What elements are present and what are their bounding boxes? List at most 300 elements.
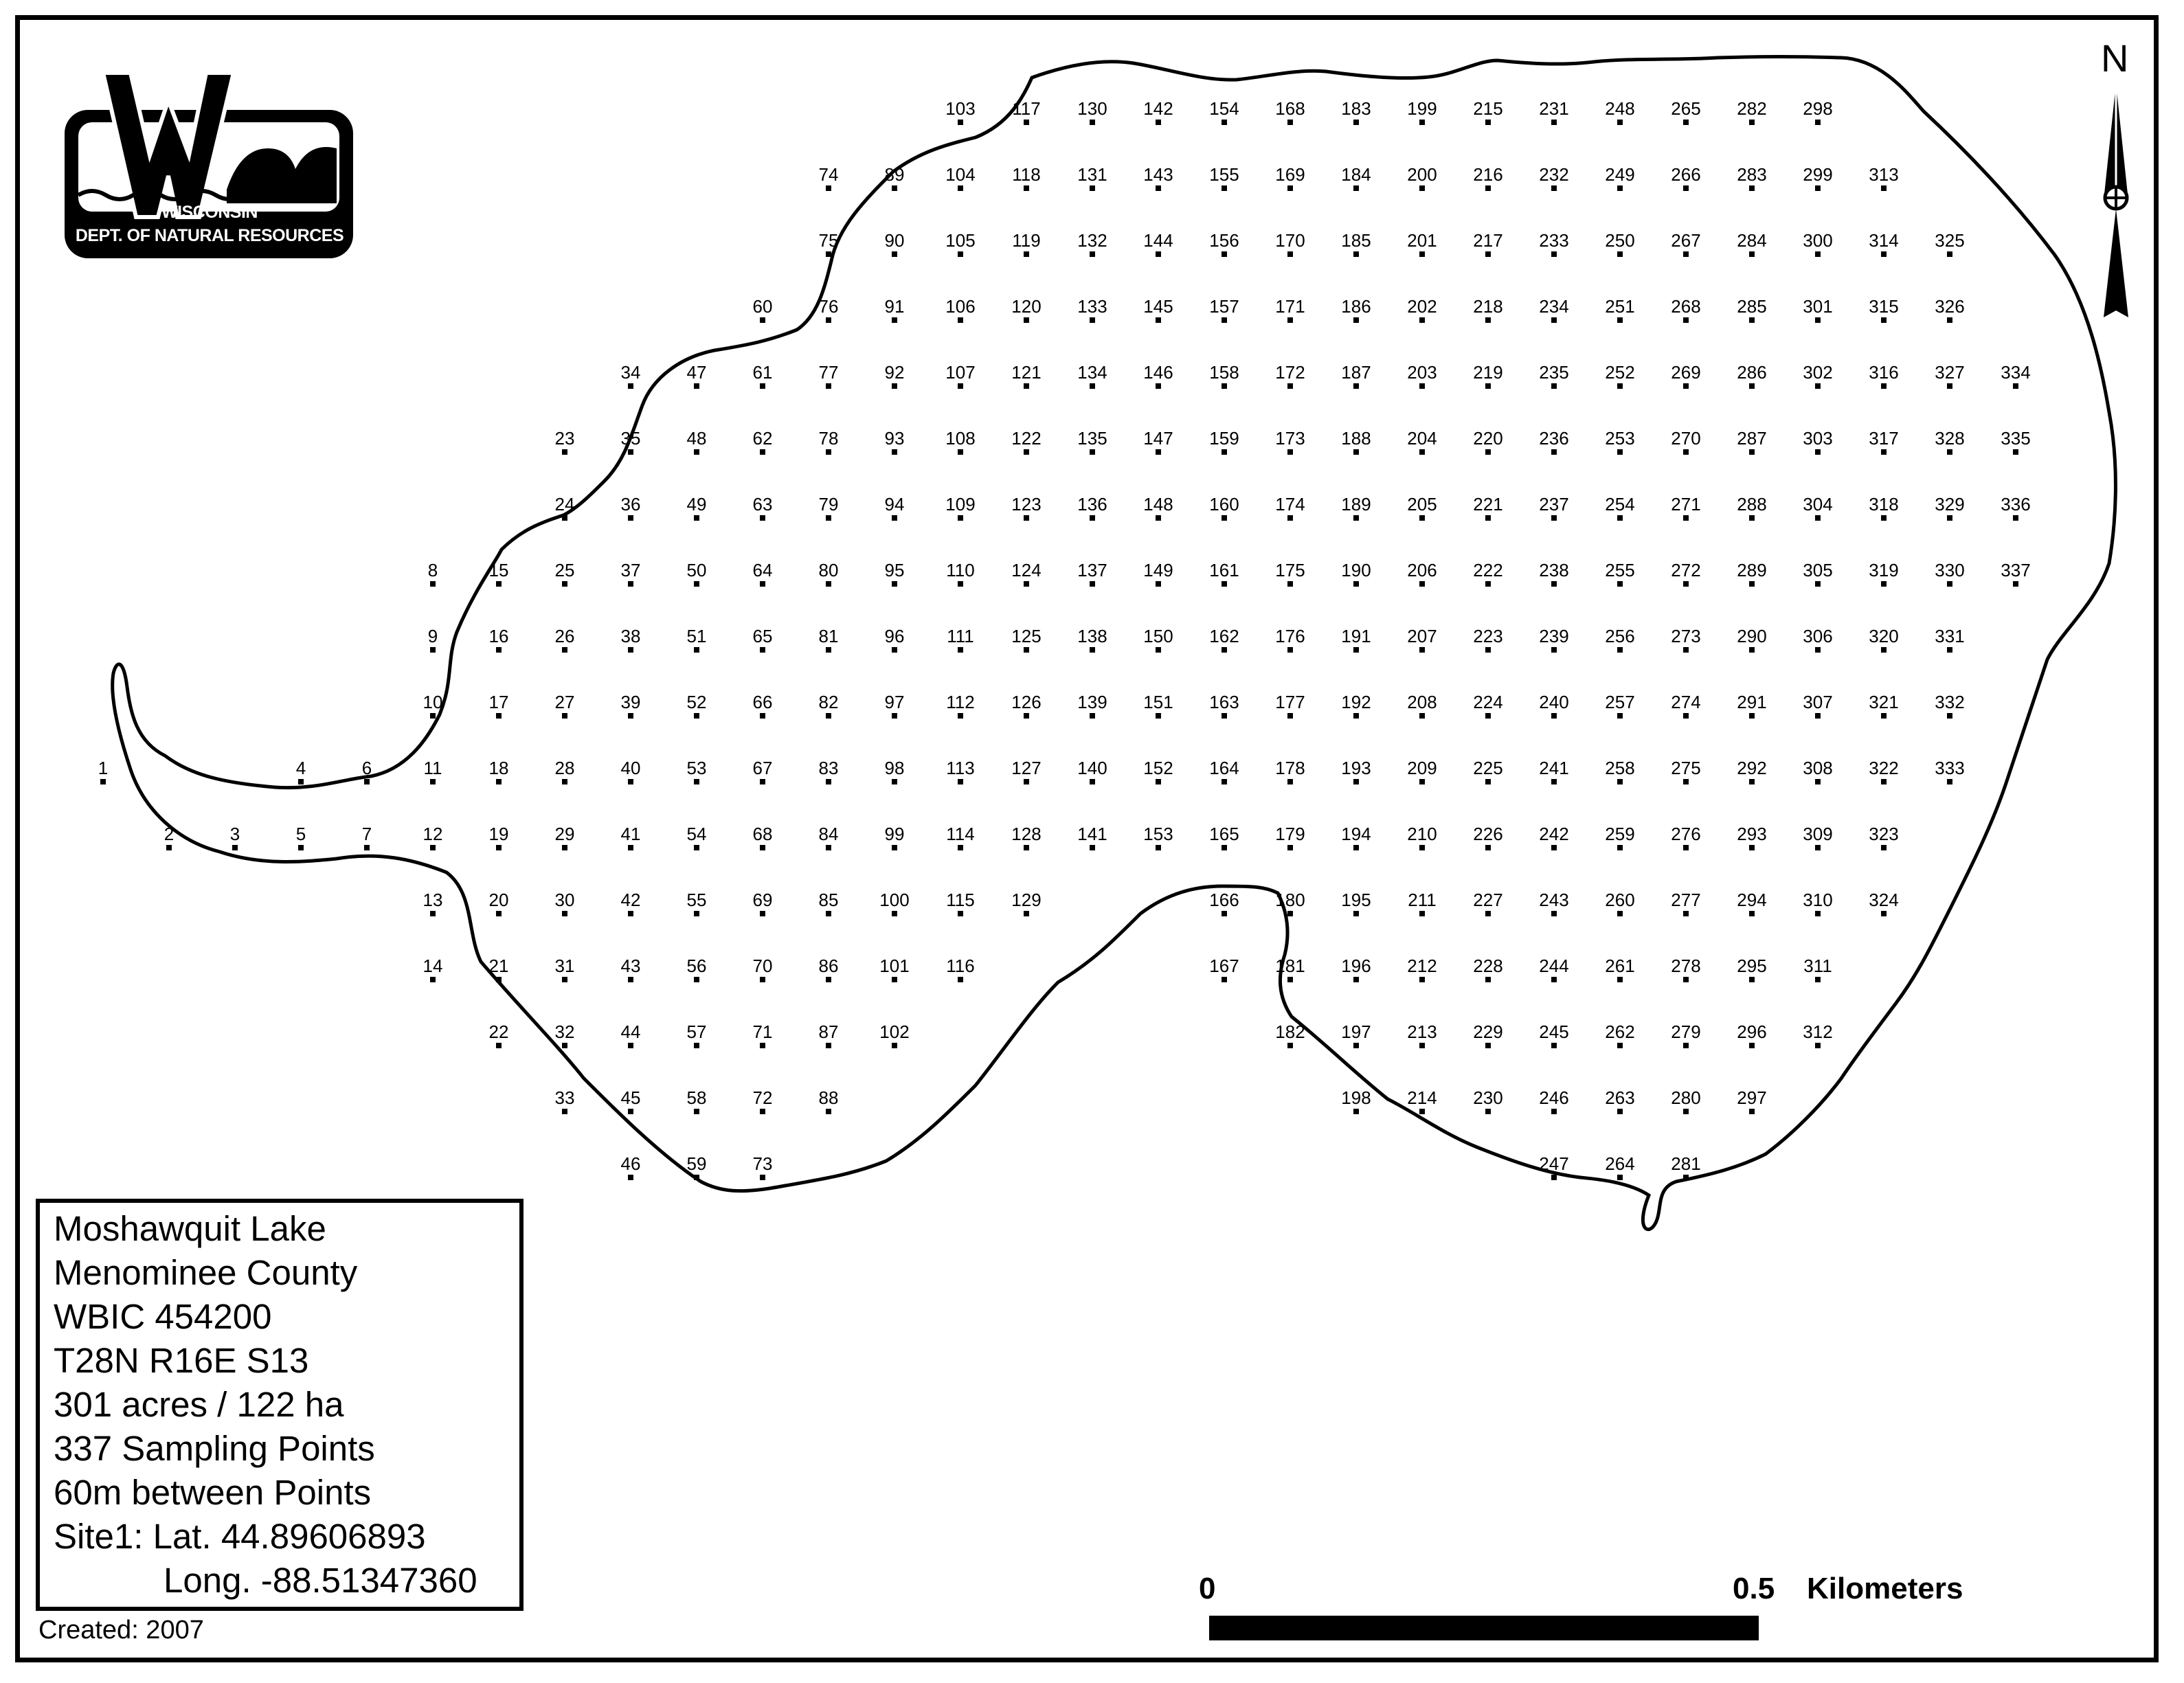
- sampling-point-marker: [562, 977, 567, 982]
- sampling-point: [1935, 428, 1964, 455]
- sampling-point: [1341, 428, 1371, 455]
- sampling-point-label: 306: [1803, 626, 1833, 646]
- sampling-point: [1011, 362, 1041, 389]
- sampling-point-label: 49: [686, 494, 707, 515]
- sampling-point-label: 72: [752, 1087, 773, 1108]
- sampling-point: [1209, 824, 1239, 850]
- sampling-point: [1869, 230, 1898, 257]
- sampling-point-marker: [1815, 779, 1821, 784]
- sampling-point-marker: [562, 449, 567, 455]
- sampling-point: [1341, 824, 1371, 850]
- sampling-point-marker: [628, 1175, 633, 1180]
- sampling-point: [296, 824, 306, 850]
- sampling-point-label: 297: [1737, 1087, 1767, 1108]
- sampling-point-label: 59: [686, 1153, 707, 1174]
- sampling-point-marker: [1815, 1043, 1821, 1048]
- sampling-point-label: 318: [1869, 494, 1899, 515]
- sampling-point-label: 190: [1341, 560, 1371, 580]
- sampling-point: [753, 1153, 773, 1180]
- sampling-point: [1671, 428, 1700, 455]
- sampling-point: [164, 824, 174, 850]
- sampling-point-label: 129: [1011, 890, 1042, 910]
- sampling-point: [819, 164, 839, 191]
- sampling-point-marker: [364, 779, 370, 784]
- sampling-point-label: 260: [1605, 890, 1635, 910]
- sampling-point-label: 153: [1143, 824, 1173, 844]
- sampling-point-marker: [1419, 449, 1425, 455]
- sampling-point-marker: [760, 713, 765, 719]
- sampling-point: [1869, 494, 1898, 521]
- sampling-point-label: 273: [1671, 626, 1701, 646]
- sampling-point-label: 221: [1473, 494, 1503, 515]
- sampling-point-marker: [1881, 713, 1887, 719]
- sampling-point-marker: [1090, 449, 1095, 455]
- sampling-point-label: 208: [1407, 692, 1437, 712]
- sampling-point-label: 70: [752, 956, 773, 976]
- sampling-point: [1011, 692, 1041, 719]
- sampling-point-marker: [826, 581, 831, 587]
- sampling-point: [1408, 890, 1436, 916]
- sampling-point-label: 65: [752, 626, 773, 646]
- sampling-point-label: 111: [947, 626, 974, 646]
- sampling-point: [1539, 164, 1568, 191]
- sampling-point-marker: [958, 120, 963, 125]
- sampling-point-label: 132: [1077, 230, 1107, 251]
- sampling-point: [1209, 890, 1239, 916]
- sampling-point: [1143, 824, 1173, 850]
- sampling-point-label: 197: [1341, 1021, 1371, 1042]
- sampling-point-label: 5: [295, 824, 306, 844]
- sampling-point-marker: [1947, 581, 1952, 587]
- sampling-point-marker: [1156, 120, 1161, 125]
- sampling-point-marker: [1947, 647, 1952, 653]
- sampling-point-marker: [1815, 845, 1821, 850]
- sampling-point-marker: [1222, 581, 1227, 587]
- sampling-point-marker: [1485, 779, 1491, 784]
- sampling-point: [362, 824, 372, 850]
- sampling-point-marker: [892, 1043, 897, 1048]
- sampling-point: [1341, 692, 1371, 719]
- sampling-point-label: 69: [752, 890, 773, 910]
- sampling-point-marker: [1617, 1043, 1623, 1048]
- sampling-point-marker: [826, 383, 831, 389]
- sampling-point-label: 233: [1539, 230, 1569, 251]
- sampling-point-count: 337 Sampling Points: [54, 1429, 375, 1468]
- sampling-point: [1539, 98, 1568, 125]
- sampling-point-label: 131: [1077, 164, 1107, 185]
- sampling-point: [1275, 626, 1305, 653]
- sampling-point-label: 44: [620, 1021, 641, 1042]
- sampling-point-label: 79: [818, 494, 839, 515]
- sampling-point-marker: [1485, 251, 1491, 257]
- sampling-point-label: 300: [1803, 230, 1833, 251]
- sampling-point: [555, 758, 575, 784]
- sampling-point-marker: [2013, 383, 2018, 389]
- sampling-point-label: 223: [1473, 626, 1503, 646]
- sampling-point: [1012, 164, 1040, 191]
- sampling-point: [1737, 890, 1766, 916]
- sampling-point-label: 282: [1737, 98, 1767, 119]
- sampling-point-label: 330: [1935, 560, 1965, 580]
- sampling-point-label: 12: [423, 824, 443, 844]
- sampling-point-label: 281: [1671, 1153, 1701, 1174]
- sampling-point-label: 127: [1011, 758, 1042, 778]
- sampling-point-marker: [1156, 317, 1161, 323]
- sampling-point: [1605, 296, 1634, 323]
- sampling-point: [1671, 362, 1700, 389]
- sampling-point-marker: [430, 713, 436, 719]
- sampling-point-marker: [628, 1043, 633, 1048]
- sampling-point-label: 124: [1011, 560, 1042, 580]
- sampling-point-label: 206: [1407, 560, 1437, 580]
- sampling-point: [946, 824, 974, 850]
- sampling-point: [687, 560, 707, 587]
- sampling-point-label: 105: [945, 230, 976, 251]
- sampling-point-marker: [1683, 779, 1689, 784]
- sampling-point-marker: [1947, 779, 1952, 784]
- sampling-point-label: 64: [752, 560, 773, 580]
- sampling-point-label: 58: [686, 1087, 707, 1108]
- sampling-point-marker: [1024, 185, 1029, 191]
- sampling-point-marker: [1683, 911, 1689, 916]
- sampling-point-label: 240: [1539, 692, 1569, 712]
- sampling-point-label: 160: [1209, 494, 1239, 515]
- sampling-point: [1341, 494, 1371, 521]
- sampling-point-marker: [760, 1109, 765, 1114]
- sampling-point-marker: [1485, 713, 1491, 719]
- sampling-point-label: 141: [1077, 824, 1107, 844]
- sampling-point-marker: [1222, 317, 1227, 323]
- sampling-point-marker: [1485, 911, 1491, 916]
- sampling-point-marker: [760, 317, 765, 323]
- sampling-point: [1803, 494, 1832, 521]
- sampling-point: [819, 890, 839, 916]
- sampling-point-marker: [1617, 317, 1623, 323]
- sampling-point-label: 219: [1473, 362, 1503, 383]
- sampling-point: [1209, 230, 1239, 257]
- sampling-point-label: 213: [1407, 1021, 1437, 1042]
- sampling-point: [423, 890, 443, 916]
- sampling-point-marker: [2013, 515, 2018, 521]
- sampling-point-marker: [1815, 449, 1821, 455]
- sampling-point: [1605, 1021, 1634, 1048]
- sampling-point: [428, 560, 438, 587]
- sampling-point: [819, 692, 839, 719]
- sampling-point: [555, 560, 575, 587]
- sampling-point-marker: [1749, 120, 1755, 125]
- sampling-point: [1539, 956, 1568, 982]
- sampling-point-marker: [1881, 911, 1887, 916]
- sampling-point-label: 32: [554, 1021, 575, 1042]
- sampling-point-marker: [1683, 317, 1689, 323]
- sampling-point: [1143, 164, 1173, 191]
- sampling-point-label: 52: [686, 692, 707, 712]
- sampling-point-marker: [1419, 383, 1425, 389]
- sampling-point-marker: [1683, 120, 1689, 125]
- scale-end-label: 0.5: [1733, 1572, 1775, 1605]
- sampling-point-marker: [1024, 779, 1029, 784]
- sampling-point-label: 123: [1011, 494, 1042, 515]
- sampling-point-label: 211: [1408, 890, 1437, 910]
- sampling-point-marker: [760, 1043, 765, 1048]
- sampling-point: [555, 692, 575, 719]
- sampling-point: [1671, 758, 1700, 784]
- sampling-point-marker: [760, 383, 765, 389]
- sampling-point: [1077, 560, 1107, 587]
- sampling-point-marker: [1683, 1043, 1689, 1048]
- sampling-point-marker: [1749, 845, 1755, 850]
- sampling-point-label: 78: [818, 428, 839, 449]
- sampling-point: [1341, 1087, 1371, 1114]
- sampling-point-marker: [1419, 1109, 1425, 1114]
- sampling-point-marker: [892, 845, 897, 850]
- sampling-point-label: 331: [1935, 626, 1965, 646]
- sampling-point: [555, 1021, 575, 1048]
- sampling-point-marker: [496, 581, 502, 587]
- sampling-point-label: 68: [752, 824, 773, 844]
- sampling-point: [819, 1087, 839, 1114]
- sampling-point-label: 200: [1407, 164, 1437, 185]
- sampling-point: [753, 758, 773, 784]
- sampling-point-marker: [1024, 647, 1029, 653]
- sampling-point: [946, 758, 974, 784]
- sampling-point-marker: [1551, 120, 1557, 125]
- sampling-point-marker: [958, 911, 963, 916]
- sampling-point-label: 66: [752, 692, 773, 712]
- sampling-point: [1605, 824, 1634, 850]
- sampling-point-label: 136: [1077, 494, 1107, 515]
- site1-longitude: Long. -88.51347360: [164, 1561, 477, 1600]
- sampling-point-label: 80: [818, 560, 839, 580]
- sampling-point-marker: [1419, 581, 1425, 587]
- sampling-point-label: 143: [1143, 164, 1173, 185]
- sampling-point-marker: [958, 251, 963, 257]
- sampling-point-marker: [1222, 647, 1227, 653]
- sampling-point-label: 196: [1341, 956, 1371, 976]
- sampling-point-marker: [1353, 845, 1359, 850]
- sampling-point: [1671, 956, 1700, 982]
- sampling-point-marker: [1617, 449, 1623, 455]
- sampling-point: [1407, 98, 1437, 125]
- sampling-point-label: 212: [1407, 956, 1437, 976]
- sampling-point: [1605, 428, 1634, 455]
- township-range-section: T28N R16E S13: [54, 1341, 309, 1380]
- sampling-point: [489, 824, 509, 850]
- sampling-point: [1935, 560, 1964, 587]
- sampling-point: [1605, 362, 1634, 389]
- sampling-point-label: 81: [818, 626, 839, 646]
- sampling-point-label: 162: [1209, 626, 1239, 646]
- sampling-point: [1341, 560, 1371, 587]
- sampling-point-label: 316: [1869, 362, 1899, 383]
- sampling-point-label: 88: [818, 1087, 839, 1108]
- sampling-point-label: 67: [752, 758, 773, 778]
- sampling-point-marker: [826, 845, 831, 850]
- sampling-point: [1473, 1021, 1502, 1048]
- sampling-point-marker: [1024, 515, 1029, 521]
- sampling-point: [1209, 98, 1239, 125]
- sampling-point: [819, 296, 839, 323]
- sampling-point-marker: [760, 911, 765, 916]
- sampling-point-marker: [1683, 185, 1689, 191]
- sampling-point-marker: [760, 581, 765, 587]
- sampling-point-marker: [1683, 647, 1689, 653]
- sampling-point: [423, 956, 443, 982]
- sampling-point-marker: [430, 779, 436, 784]
- sampling-point-marker: [1353, 1109, 1359, 1114]
- sampling-point: [687, 692, 707, 719]
- sampling-point-marker: [1815, 515, 1821, 521]
- sampling-point-marker: [1024, 120, 1029, 125]
- sampling-point-marker: [1749, 977, 1755, 982]
- sampling-point-marker: [1749, 383, 1755, 389]
- sampling-point: [687, 428, 707, 455]
- sampling-point-marker: [1881, 515, 1887, 521]
- sampling-point-label: 46: [620, 1153, 641, 1174]
- sampling-point-label: 254: [1605, 494, 1635, 515]
- sampling-point-marker: [1617, 251, 1623, 257]
- sampling-point-marker: [1156, 515, 1161, 521]
- sampling-point-marker: [1551, 1175, 1557, 1180]
- sampling-point: [1803, 692, 1832, 719]
- sampling-point-label: 167: [1209, 956, 1239, 976]
- sampling-point: [1869, 758, 1898, 784]
- sampling-point: [819, 560, 839, 587]
- sampling-point-marker: [628, 977, 633, 982]
- sampling-point-marker: [1551, 383, 1557, 389]
- sampling-point-marker: [826, 449, 831, 455]
- sampling-point-label: 83: [818, 758, 839, 778]
- sampling-point-label: 110: [946, 560, 975, 580]
- sampling-point-label: 43: [620, 956, 641, 976]
- sampling-point-label: 22: [488, 1021, 509, 1042]
- sampling-point-label: 274: [1671, 692, 1701, 712]
- sampling-point-marker: [1485, 647, 1491, 653]
- sampling-point-label: 328: [1935, 428, 1965, 449]
- sampling-point-marker: [430, 845, 436, 850]
- sampling-point: [489, 890, 509, 916]
- sampling-point-label: 217: [1473, 230, 1503, 251]
- sampling-point-marker: [1353, 1043, 1359, 1048]
- map-info-box: [36, 1199, 524, 1611]
- sampling-point-marker: [694, 977, 699, 982]
- sampling-point-label: 147: [1143, 428, 1173, 449]
- sampling-point-label: 45: [620, 1087, 641, 1108]
- sampling-point: [1605, 1087, 1634, 1114]
- sampling-point-label: 74: [818, 164, 839, 185]
- sampling-point-marker: [232, 845, 238, 850]
- sampling-point-label: 193: [1341, 758, 1371, 778]
- sampling-point: [489, 758, 509, 784]
- sampling-point-label: 60: [752, 296, 773, 317]
- sampling-point-label: 101: [879, 956, 910, 976]
- sampling-point-marker: [1090, 515, 1095, 521]
- sampling-point-marker: [1024, 449, 1029, 455]
- sampling-point: [1407, 956, 1437, 982]
- sampling-point: [1803, 230, 1832, 257]
- sampling-point-label: 191: [1341, 626, 1371, 646]
- sampling-point-label: 291: [1737, 692, 1767, 712]
- scale-unit-label: Kilometers: [1807, 1572, 1963, 1605]
- sampling-point-label: 295: [1737, 956, 1767, 976]
- sampling-point: [946, 956, 974, 982]
- sampling-point-marker: [1090, 120, 1095, 125]
- sampling-point-marker: [1156, 581, 1161, 587]
- sampling-point-label: 121: [1011, 362, 1042, 383]
- sampling-point-marker: [1353, 647, 1359, 653]
- sampling-point: [1341, 1021, 1371, 1048]
- sampling-point-marker: [1551, 713, 1557, 719]
- sampling-point-marker: [1551, 779, 1557, 784]
- sampling-point: [753, 956, 773, 982]
- sampling-point-marker: [826, 1043, 831, 1048]
- sampling-point: [945, 164, 975, 191]
- sampling-point-label: 63: [752, 494, 773, 515]
- sampling-point-marker: [562, 647, 567, 653]
- sampling-point-label: 269: [1671, 362, 1701, 383]
- sampling-point-label: 77: [818, 362, 839, 383]
- sampling-point-marker: [1815, 383, 1821, 389]
- sampling-point-label: 4: [295, 758, 306, 778]
- sampling-point-label: 209: [1407, 758, 1437, 778]
- sampling-point-marker: [496, 845, 502, 850]
- sampling-point-marker: [496, 977, 502, 982]
- sampling-point-label: 264: [1605, 1153, 1635, 1174]
- sampling-point-label: 325: [1935, 230, 1965, 251]
- sampling-point-marker: [892, 449, 897, 455]
- sampling-point: [753, 1021, 773, 1048]
- sampling-point: [621, 1153, 641, 1180]
- sampling-point-marker: [1287, 581, 1293, 587]
- sampling-point-label: 57: [686, 1021, 707, 1042]
- sampling-point-label: 181: [1275, 956, 1305, 976]
- sampling-point-label: 135: [1077, 428, 1107, 449]
- sampling-point: [489, 626, 509, 653]
- sampling-point: [1407, 230, 1437, 257]
- sampling-point: [489, 956, 509, 982]
- sampling-point-label: 13: [423, 890, 443, 910]
- sampling-point-marker: [1815, 911, 1821, 916]
- sampling-point-label: 118: [1012, 164, 1041, 185]
- sampling-point-marker: [1353, 185, 1359, 191]
- sampling-point-marker: [1617, 515, 1623, 521]
- sampling-point-label: 73: [752, 1153, 773, 1174]
- sampling-point: [1869, 362, 1898, 389]
- sampling-point-marker: [496, 647, 502, 653]
- sampling-point-label: 154: [1209, 98, 1239, 119]
- sampling-point-marker: [1353, 251, 1359, 257]
- sampling-point-label: 179: [1275, 824, 1305, 844]
- sampling-point-marker: [1024, 317, 1029, 323]
- sampling-point: [1605, 692, 1634, 719]
- sampling-point-label: 21: [488, 956, 509, 976]
- sampling-point: [1209, 494, 1239, 521]
- sampling-point-marker: [1287, 713, 1293, 719]
- sampling-point-marker: [1551, 449, 1557, 455]
- sampling-point-label: 263: [1605, 1087, 1635, 1108]
- sampling-point: [621, 956, 641, 982]
- sampling-point-marker: [1881, 383, 1887, 389]
- sampling-point: [1605, 98, 1634, 125]
- sampling-point: [1803, 98, 1832, 125]
- sampling-point-marker: [1419, 1043, 1425, 1048]
- sampling-point-label: 235: [1539, 362, 1569, 383]
- sampling-point: [819, 1021, 839, 1048]
- sampling-point-label: 261: [1605, 956, 1635, 976]
- sampling-point: [1077, 164, 1107, 191]
- sampling-point-marker: [1287, 449, 1293, 455]
- sampling-point-marker: [1551, 515, 1557, 521]
